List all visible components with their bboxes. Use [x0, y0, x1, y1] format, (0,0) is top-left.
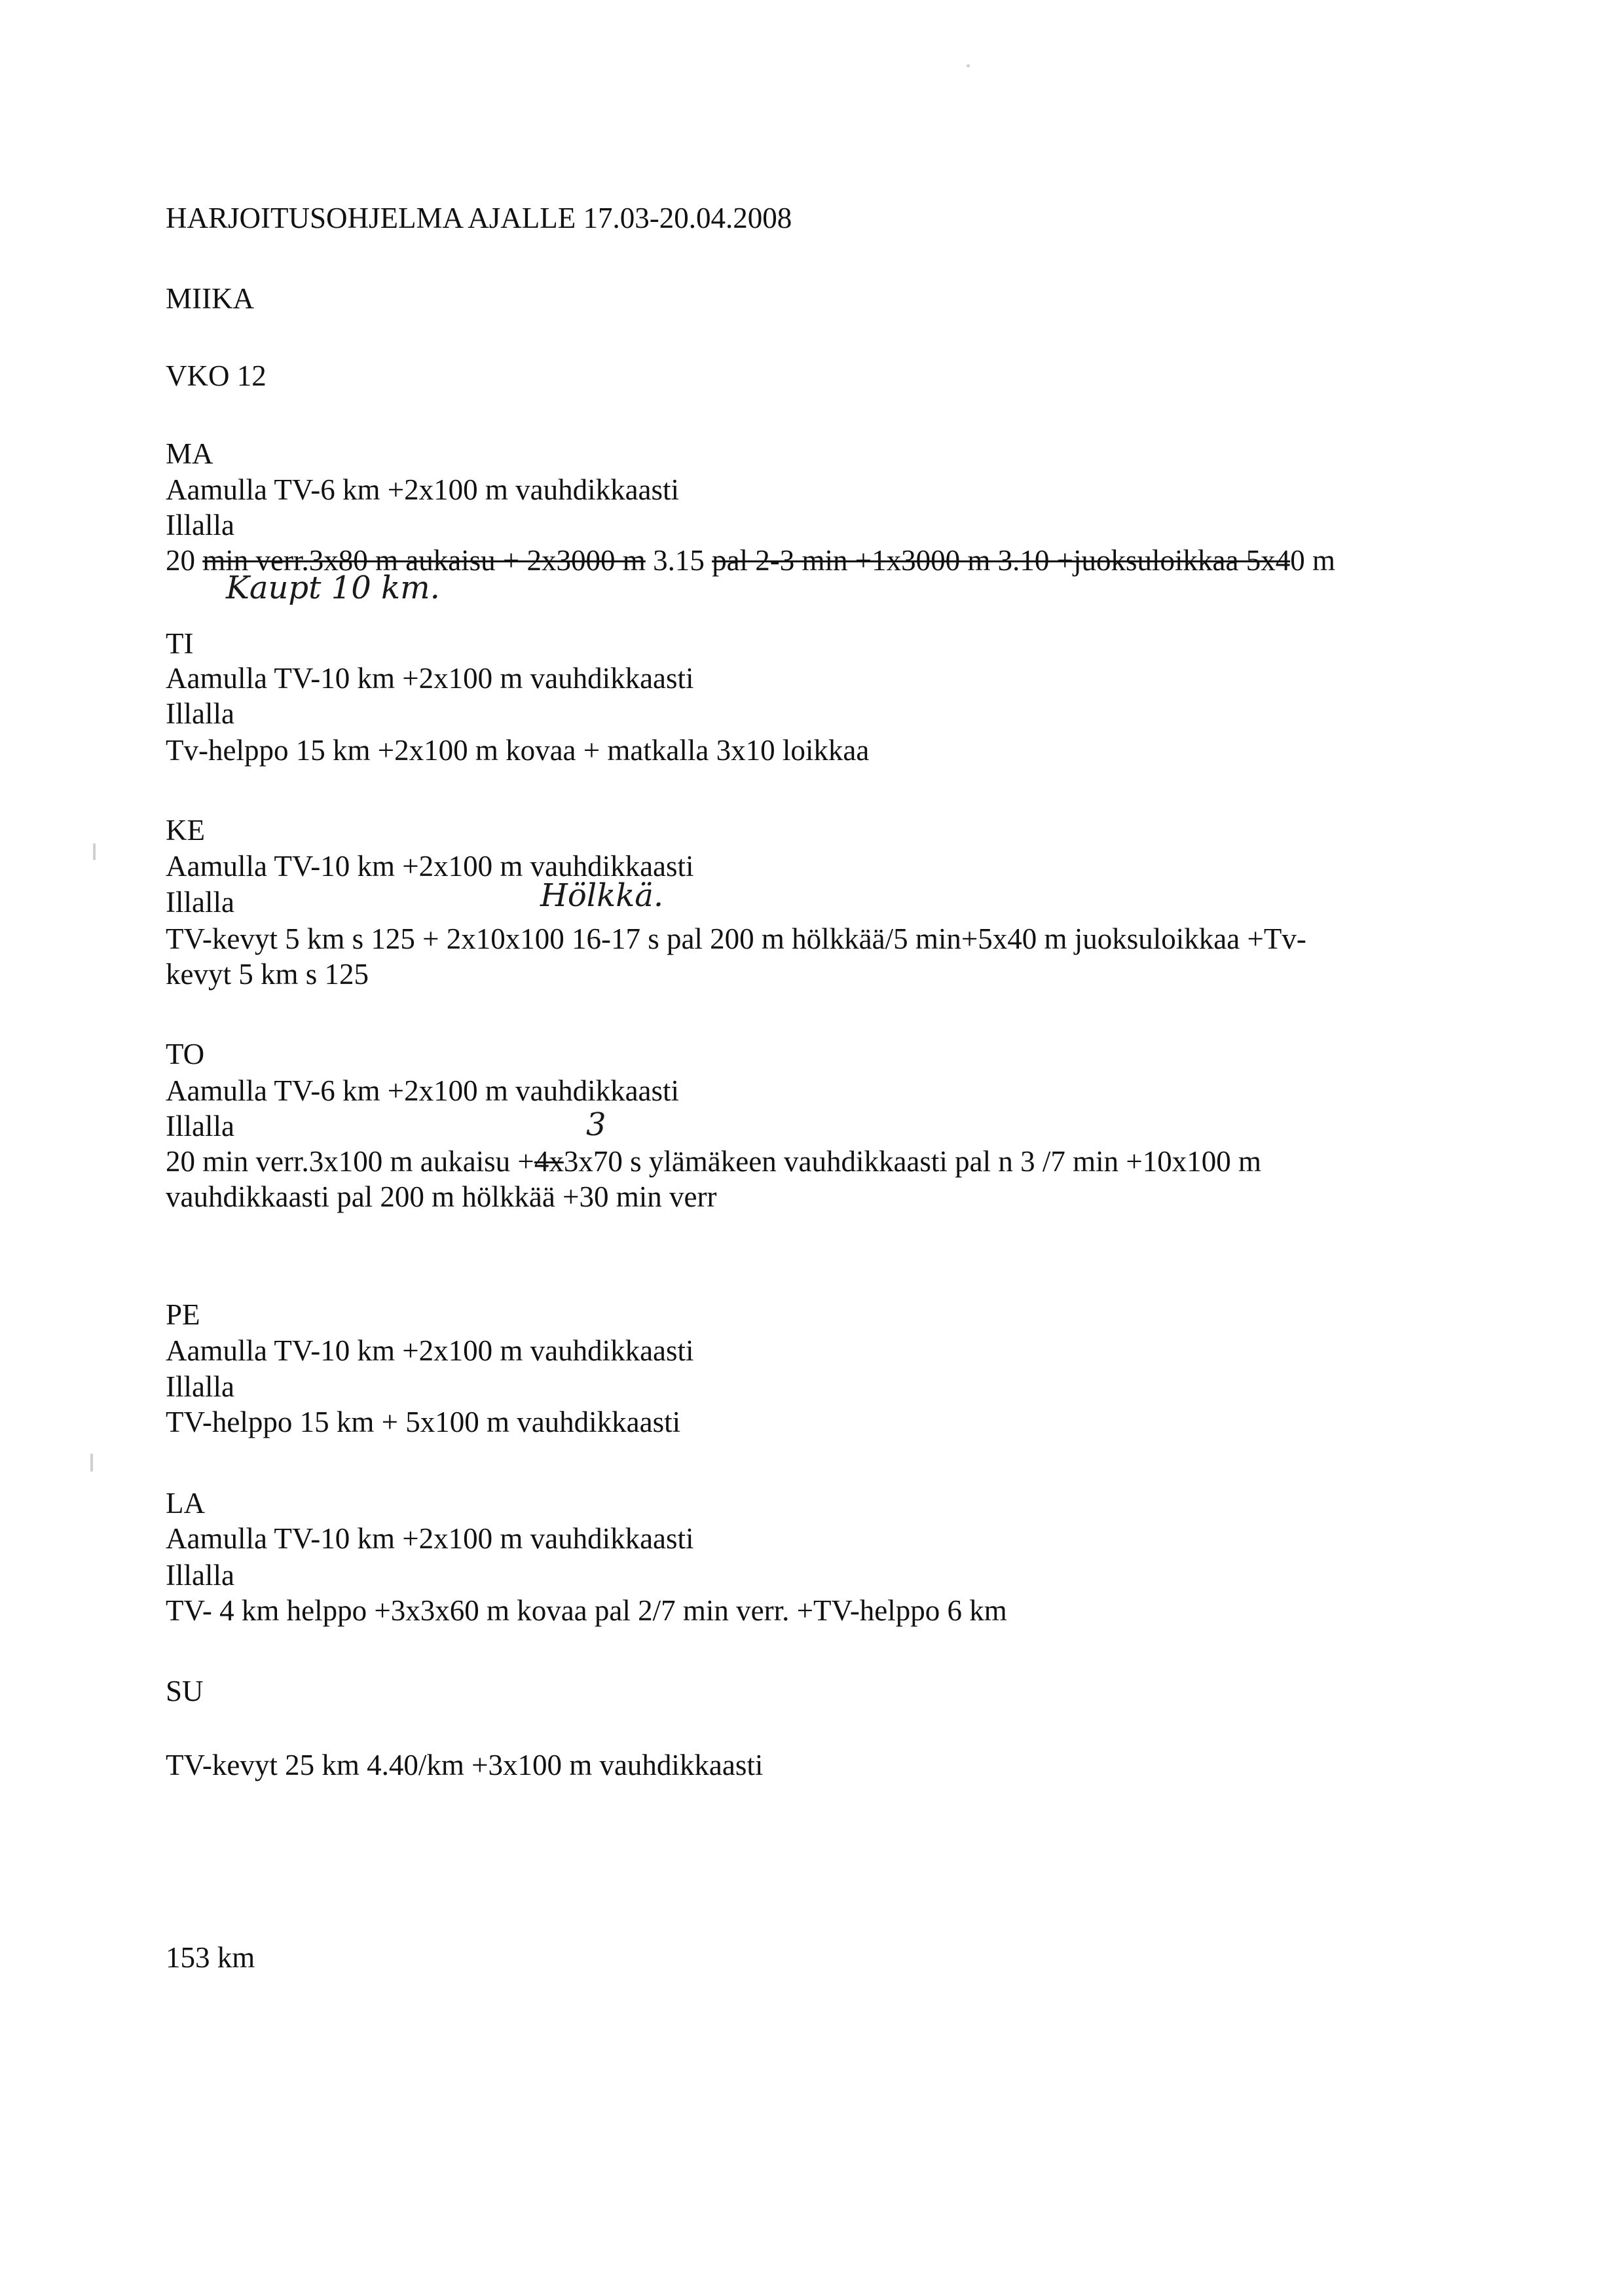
athlete-name: MIIKA: [166, 282, 254, 315]
scan-speck: [90, 1453, 93, 1472]
day-heading-ke: KE: [166, 814, 205, 847]
ti-evening: Tv-helppo 15 km +2x100 m kovaa + matkalla 3x10 loikkaa: [166, 734, 870, 767]
to-evening-suffix: 3x70 s ylämäkeen vauhdikkaasti pal n 3 /7 min +10x100 m: [563, 1145, 1262, 1178]
to-morning: Aamulla TV-6 km +2x100 m vauhdikkaasti: [166, 1074, 680, 1107]
ma-evening-suffix: 0 m: [1290, 544, 1336, 577]
ma-evening-mid: 3.15: [645, 544, 712, 577]
week-label: VKO 12: [166, 359, 267, 392]
to-handwritten-note: 3: [586, 1106, 606, 1143]
to-evening-struck: 4x: [534, 1145, 564, 1178]
ti-evening-label: Illalla: [166, 697, 234, 730]
to-evening-prefix: 20 min verr.3x100 m aukaisu +: [166, 1145, 534, 1178]
ma-handwritten-note: Kaupt 10 km.: [226, 570, 440, 606]
day-heading-to: TO: [166, 1038, 205, 1070]
day-heading-la: LA: [166, 1487, 205, 1520]
la-morning: Aamulla TV-10 km +2x100 m vauhdikkaasti: [166, 1522, 694, 1555]
day-heading-pe: PE: [166, 1298, 200, 1331]
ma-evening-struck-2: pal 2-3 min +1x3000 m 3.10 +juoksuloikkaa 5x4: [712, 544, 1291, 577]
to-evening-line1: [166, 1143, 1261, 1180]
to-evening-label: Illalla: [166, 1110, 234, 1142]
day-heading-su: SU: [166, 1675, 204, 1707]
ke-evening-line1: TV-kevyt 5 km s 125 + 2x10x100 16-17 s pal 200 m hölkkää/5 min+5x40 m juoksuloikkaa +Tv-: [166, 922, 1306, 955]
ke-morning: Aamulla TV-10 km +2x100 m vauhdikkaasti: [166, 850, 694, 883]
ma-evening-prefix: 20: [166, 544, 203, 577]
ma-evening-struck-1: min verr.3x80 m aukaisu + 2x3000 m: [202, 544, 646, 577]
ke-handwritten-note: Hölkkä.: [540, 877, 664, 914]
day-heading-ti: TI: [166, 627, 194, 660]
scan-speck: [93, 843, 96, 860]
pe-evening-label: Illalla: [166, 1370, 234, 1403]
scan-speck: [967, 64, 970, 67]
to-evening-line2: vauhdikkaasti pal 200 m hölkkää +30 min verr: [166, 1180, 717, 1213]
day-heading-ma: MA: [166, 437, 213, 470]
ti-morning: Aamulla TV-10 km +2x100 m vauhdikkaasti: [166, 662, 694, 695]
ke-evening-line2: kevyt 5 km s 125: [166, 958, 369, 991]
la-evening-label: Illalla: [166, 1559, 234, 1592]
ke-evening-label: Illalla: [166, 886, 234, 919]
su-session: TV-kevyt 25 km 4.40/km +3x100 m vauhdikkaasti: [166, 1749, 764, 1781]
pe-morning: Aamulla TV-10 km +2x100 m vauhdikkaasti: [166, 1334, 694, 1367]
la-evening: TV- 4 km helppo +3x3x60 m kovaa pal 2/7 min verr. +TV-helppo 6 km: [166, 1594, 1007, 1627]
document-title: HARJOITUSOHJELMA AJALLE 17.03-20.04.2008: [166, 202, 792, 234]
ma-evening-label: Illalla: [166, 509, 234, 541]
pe-evening: TV-helppo 15 km + 5x100 m vauhdikkaasti: [166, 1406, 681, 1438]
weekly-total: 153 km: [166, 1941, 255, 1974]
ma-morning: Aamulla TV-6 km +2x100 m vauhdikkaasti: [166, 473, 680, 506]
